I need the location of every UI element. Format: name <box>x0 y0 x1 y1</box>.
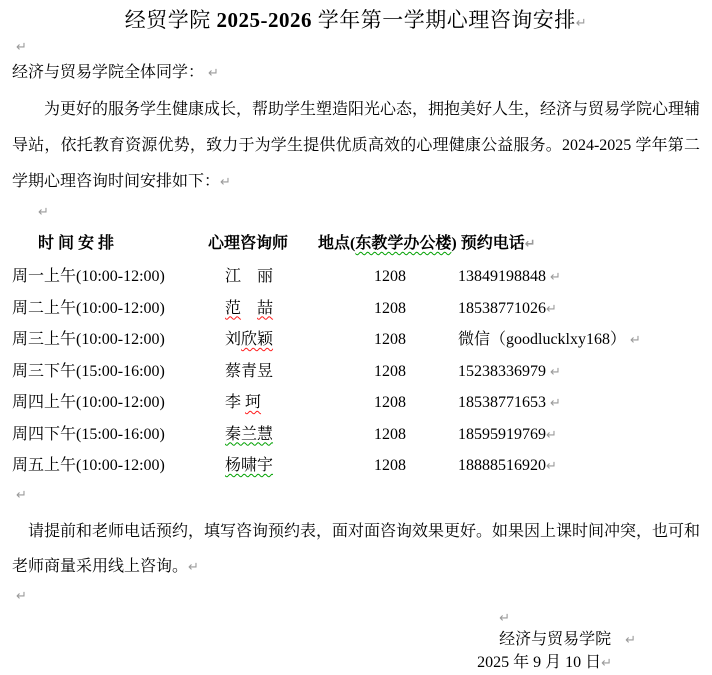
intro-paragraph <box>12 88 700 201</box>
header-location-text-green-proofing-underline: 东教学办公楼 <box>355 235 452 252</box>
salutation <box>12 60 700 88</box>
counselor-name-red-proofing-underline: 欣颖 <box>241 331 274 348</box>
counselor-name: 李 <box>225 394 246 411</box>
paragraph-mark: ↵ <box>550 396 561 411</box>
room-cell: 1208 <box>374 394 406 411</box>
table-row <box>12 450 700 482</box>
paragraph-mark: ↵ <box>630 333 641 348</box>
signature-date-line <box>12 652 700 675</box>
signature-date: 2025 年 9 月 10 日 <box>477 653 602 671</box>
counselor-name-cell <box>225 387 374 420</box>
counselor-name: 江 丽 <box>225 268 274 285</box>
salutation-text: 经济与贸易学院全体同学： <box>12 64 205 81</box>
contact-text: 18538771026 <box>458 299 546 317</box>
contact-text: 18888516920 <box>458 457 546 474</box>
counselor-name-red-proofing-underline: 珂 <box>245 394 262 411</box>
contact-text: 13849198848 <box>458 268 550 285</box>
paragraph-mark: ↵ <box>575 16 588 31</box>
counselor-name-red-proofing-underline: 范 <box>225 299 242 317</box>
contact-cell <box>458 261 700 294</box>
header-location-text: ) 预约电话 <box>451 235 525 252</box>
header-counselor-column: 心理咨询师 <box>208 235 289 252</box>
paragraph-mark: ↵ <box>524 237 536 252</box>
schedule-table <box>12 261 700 482</box>
empty-paragraph <box>12 201 700 225</box>
counselor-name-cell <box>225 450 374 483</box>
counselor-name <box>241 300 257 317</box>
intro-text: 为更好的服务学生健康成长，帮助学生塑造阳光心态，拥抱美好人生，经济与贸易学院心理辅导站，依托教育资源优势，致力于为学生提供优质高效的心理健康公益服务。2024-2025 学年第二学期心理咨询时间安排如下： <box>12 101 701 190</box>
signature-org: 经济与贸易学院 <box>499 630 612 648</box>
empty-paragraph <box>12 609 700 629</box>
title-text-prefix: 经贸学院 <box>124 8 217 32</box>
counselor-name-cell <box>225 324 374 357</box>
counselor-name-green-proofing-underline: 杨啸宇 <box>225 457 274 474</box>
paragraph-mark: ↵ <box>38 205 49 220</box>
title-text-suffix: 学年第一学期心理咨询安排 <box>312 8 576 32</box>
room-cell: 1208 <box>374 362 406 380</box>
paragraph-mark: ↵ <box>550 270 561 285</box>
paragraph-mark: ↵ <box>601 655 612 671</box>
paragraph-mark: ↵ <box>208 66 219 81</box>
counselor-name-cell <box>225 293 374 326</box>
schedule-header-row <box>12 227 700 261</box>
header-location-text: 地点( <box>318 235 356 252</box>
paragraph-mark: ↵ <box>546 459 557 474</box>
table-row <box>12 293 700 325</box>
table-row <box>12 419 700 451</box>
room-cell: 1208 <box>374 268 406 285</box>
time-slot-cell: 周二上午(10:00-12:00) <box>12 299 165 317</box>
signature-org-line <box>12 629 700 652</box>
table-row <box>12 387 700 419</box>
empty-paragraph <box>12 36 700 60</box>
counselor-name-cell <box>225 419 374 452</box>
paragraph-mark: ↵ <box>16 40 27 55</box>
header-time-column: 时 间 安 排 <box>38 235 115 252</box>
paragraph-mark: ↵ <box>220 175 231 190</box>
closing-text: 请提前和老师电话预约，填写咨询预约表，面对面咨询效果更好。如果因上课时间冲突，也可和老师商量采用线上咨询。 <box>12 522 701 575</box>
counselor-name-cell <box>225 356 374 389</box>
contact-cell <box>458 324 700 357</box>
contact-cell <box>458 356 700 389</box>
paragraph-mark: ↵ <box>188 559 199 575</box>
counselor-name: 蔡青昱 <box>225 362 274 380</box>
room-cell: 1208 <box>374 331 406 348</box>
paragraph-mark: ↵ <box>499 610 510 626</box>
contact-cell <box>458 293 700 326</box>
paragraph-mark: ↵ <box>16 487 27 503</box>
counselor-name-green-proofing-underline: 秦兰慧 <box>225 425 274 443</box>
paragraph-mark: ↵ <box>546 427 557 443</box>
table-row <box>12 356 700 388</box>
header-location-phone-column <box>318 227 536 261</box>
time-slot-cell: 周三下午(15:00-16:00) <box>12 362 165 380</box>
contact-cell <box>458 419 700 452</box>
counselor-name-red-proofing-underline: 喆 <box>257 299 274 317</box>
paragraph-mark: ↵ <box>550 364 561 380</box>
paragraph-mark: ↵ <box>546 301 557 317</box>
contact-cell <box>458 450 700 483</box>
time-slot-cell: 周一上午(10:00-12:00) <box>12 268 165 285</box>
paragraph-mark: ↵ <box>625 632 636 648</box>
empty-paragraph <box>12 482 700 510</box>
time-slot-cell: 周四上午(10:00-12:00) <box>12 394 165 411</box>
table-row <box>12 261 700 293</box>
counselor-name: 刘 <box>225 331 242 348</box>
time-slot-cell: 周三上午(10:00-12:00) <box>12 331 165 348</box>
table-row <box>12 324 700 356</box>
empty-paragraph <box>12 585 700 609</box>
contact-text: 18595919769 <box>458 425 546 443</box>
contact-cell <box>458 387 700 420</box>
document-title <box>12 0 700 36</box>
room-cell: 1208 <box>374 425 406 443</box>
contact-text: 微信（goodlucklxy168） <box>458 331 630 348</box>
paragraph-mark: ↵ <box>16 588 27 604</box>
time-slot-cell: 周五上午(10:00-12:00) <box>12 457 165 474</box>
counselor-name-cell <box>225 261 374 294</box>
closing-paragraph <box>12 510 700 585</box>
time-slot-cell: 周四下午(15:00-16:00) <box>12 425 165 443</box>
title-academic-year: 2025-2026 <box>216 8 313 32</box>
room-cell: 1208 <box>374 457 406 474</box>
room-cell: 1208 <box>374 299 406 317</box>
contact-text: 15238336979 <box>458 362 550 380</box>
contact-text: 18538771653 <box>458 394 550 411</box>
